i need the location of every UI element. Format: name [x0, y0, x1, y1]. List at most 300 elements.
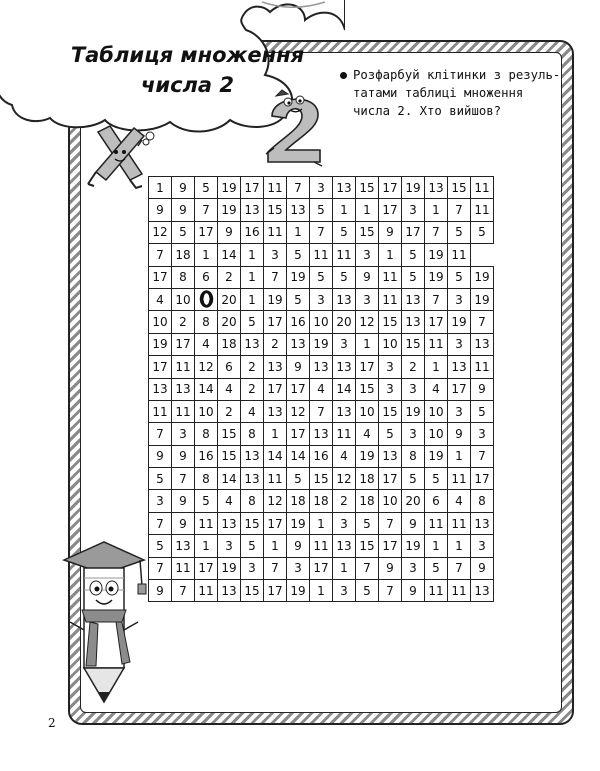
grid-cell[interactable]: 11 — [448, 512, 471, 534]
grid-cell[interactable]: 11 — [310, 244, 333, 266]
grid-cell[interactable]: 17 — [149, 266, 172, 288]
grid-cell[interactable]: 2 — [241, 378, 264, 400]
grid-cell[interactable]: 13 — [402, 311, 425, 333]
grid-cell[interactable]: 8 — [402, 445, 425, 467]
grid-cell[interactable]: 11 — [172, 356, 195, 378]
grid-cell[interactable]: 5 — [402, 244, 425, 266]
grid-cell[interactable]: 3 — [310, 288, 333, 310]
grid-cell[interactable]: 11 — [264, 177, 287, 199]
grid-cell[interactable]: 5 — [287, 244, 310, 266]
grid-cell[interactable]: 5 — [310, 266, 333, 288]
grid-cell[interactable]: 5 — [448, 266, 471, 288]
grid-cell[interactable]: 10 — [425, 400, 448, 422]
grid-cell[interactable]: 11 — [172, 400, 195, 422]
grid-cell[interactable]: 9 — [287, 356, 310, 378]
grid-cell[interactable]: 3 — [379, 356, 402, 378]
grid-cell[interactable]: 8 — [195, 468, 218, 490]
grid-cell[interactable]: 5 — [425, 468, 448, 490]
grid-cell[interactable]: 19 — [264, 288, 287, 310]
grid-cell[interactable]: 14 — [287, 445, 310, 467]
grid-cell[interactable]: 10 — [149, 311, 172, 333]
grid-cell[interactable]: 20 — [402, 490, 425, 512]
grid-cell[interactable]: 17 — [264, 512, 287, 534]
grid-cell[interactable]: 3 — [402, 557, 425, 579]
grid-cell[interactable]: 11 — [425, 333, 448, 355]
grid-cell[interactable]: 1 — [241, 266, 264, 288]
grid-cell[interactable]: 8 — [195, 311, 218, 333]
grid-cell[interactable]: 14 — [195, 378, 218, 400]
grid-cell[interactable]: 7 — [172, 580, 195, 602]
grid-row — [149, 445, 494, 467]
grid-cell[interactable]: 19 — [425, 244, 448, 266]
grid-cell[interactable]: 19 — [218, 199, 241, 221]
grid-cell[interactable]: 5 — [287, 468, 310, 490]
grid-cell[interactable]: 8 — [241, 423, 264, 445]
grid-cell[interactable]: 19 — [149, 333, 172, 355]
grid-cell[interactable]: 3 — [149, 490, 172, 512]
grid-cell[interactable]: 5 — [402, 266, 425, 288]
grid-cell[interactable]: 5 — [241, 311, 264, 333]
grid-cell[interactable]: 7 — [425, 288, 448, 310]
grid-cell[interactable]: 13 — [471, 580, 494, 602]
digit-two-character-icon — [262, 88, 332, 168]
grid-cell[interactable]: 9 — [172, 177, 195, 199]
grid-cell[interactable]: 19 — [218, 177, 241, 199]
grid-cell[interactable]: 2 — [218, 266, 241, 288]
grid-cell[interactable]: 13 — [218, 580, 241, 602]
grid-cell[interactable]: 15 — [218, 423, 241, 445]
grid-cell[interactable]: 5 — [448, 221, 471, 243]
grid-cell[interactable]: 17 — [195, 221, 218, 243]
grid-cell[interactable]: 19 — [287, 580, 310, 602]
grid-cell[interactable]: 13 — [287, 333, 310, 355]
grid-cell[interactable]: 19 — [218, 557, 241, 579]
grid-cell[interactable]: 3 — [172, 423, 195, 445]
grid-cell[interactable]: 16 — [310, 445, 333, 467]
grid-cell[interactable]: 17 — [287, 423, 310, 445]
grid-cell[interactable]: 11 — [333, 423, 356, 445]
grid-cell[interactable]: 11 — [333, 244, 356, 266]
grid-row — [149, 221, 494, 243]
grid-cell[interactable]: 9 — [172, 490, 195, 512]
grid-cell[interactable]: 11 — [149, 400, 172, 422]
grid-cell[interactable]: 3 — [333, 580, 356, 602]
grid-cell[interactable]: 4 — [149, 288, 172, 310]
grid-row — [149, 535, 494, 557]
grid-cell[interactable]: 13 — [402, 288, 425, 310]
grid-cell[interactable]: 12 — [264, 490, 287, 512]
grid-cell[interactable]: 10 — [172, 288, 195, 310]
pencil-graduate-character-icon — [60, 538, 150, 708]
grid-cell[interactable]: 3 — [356, 244, 379, 266]
grid-cell[interactable]: 9 — [149, 580, 172, 602]
grid-cell[interactable]: 7 — [287, 177, 310, 199]
grid-row — [149, 468, 494, 490]
grid-cell[interactable]: 15 — [402, 333, 425, 355]
grid-cell[interactable]: 10 — [425, 423, 448, 445]
grid-cell[interactable]: 1 — [425, 199, 448, 221]
grid-cell[interactable]: 15 — [356, 221, 379, 243]
grid-cell[interactable]: 13 — [333, 356, 356, 378]
grid-cell[interactable]: 9 — [172, 445, 195, 467]
grid-cell[interactable]: 3 — [218, 535, 241, 557]
grid-cell[interactable]: 17 — [172, 333, 195, 355]
grid-cell[interactable]: 12 — [333, 468, 356, 490]
grid-cell[interactable]: 13 — [471, 333, 494, 355]
grid-cell[interactable]: 3 — [333, 512, 356, 534]
grid-cell[interactable]: 5 — [195, 490, 218, 512]
grid-cell[interactable]: 19 — [287, 512, 310, 534]
grid-cell[interactable]: 17 — [356, 356, 379, 378]
grid-cell[interactable]: 15 — [379, 311, 402, 333]
grid-cell[interactable]: 13 — [241, 199, 264, 221]
grid-cell[interactable]: 1 — [356, 199, 379, 221]
grid-cell[interactable]: 17 — [241, 177, 264, 199]
grid-cell[interactable]: 16 — [195, 445, 218, 467]
grid-cell[interactable]: 14 — [264, 445, 287, 467]
grid-cell[interactable]: 19 — [448, 311, 471, 333]
grid-cell[interactable]: 13 — [379, 445, 402, 467]
grid-cell[interactable]: 6 — [195, 266, 218, 288]
grid-cell[interactable]: 1 — [195, 535, 218, 557]
grid-cell[interactable]: 3 — [471, 535, 494, 557]
grid-cell[interactable]: 19 — [287, 266, 310, 288]
grid-cell[interactable]: 14 — [333, 378, 356, 400]
grid-cell[interactable]: 5 — [471, 221, 494, 243]
grid-cell[interactable]: 1 — [287, 221, 310, 243]
grid-cell[interactable]: 3 — [402, 423, 425, 445]
grid-cell[interactable]: 7 — [310, 221, 333, 243]
grid-cell[interactable]: 10 — [195, 400, 218, 422]
grid-cell[interactable]: 5 — [402, 468, 425, 490]
grid-cell[interactable]: 1 — [310, 580, 333, 602]
grid-row — [149, 490, 494, 512]
grid-cell[interactable]: 17 — [310, 557, 333, 579]
grid-cell[interactable]: 5 — [471, 400, 494, 422]
grid-cell[interactable]: 17 — [379, 177, 402, 199]
grid-cell[interactable]: 5 — [241, 535, 264, 557]
grid-cell[interactable]: 18 — [310, 490, 333, 512]
grid-cell[interactable]: 7 — [471, 445, 494, 467]
grid-cell[interactable]: 9 — [402, 512, 425, 534]
grid-cell[interactable]: 9 — [172, 512, 195, 534]
grid-cell[interactable]: 11 — [264, 468, 287, 490]
grid-cell[interactable]: 13 — [310, 423, 333, 445]
grid-cell[interactable]: 7 — [149, 512, 172, 534]
grid-cell[interactable]: 13 — [471, 512, 494, 534]
grid-cell[interactable]: 11 — [310, 535, 333, 557]
grid-cell[interactable]: 17 — [448, 378, 471, 400]
grid-cell[interactable]: 3 — [471, 423, 494, 445]
grid-cell[interactable]: 5 — [333, 266, 356, 288]
grid-cell[interactable]: 11 — [471, 356, 494, 378]
grid-row — [149, 400, 494, 422]
grid-cell[interactable]: 1 — [195, 244, 218, 266]
grid-cell[interactable]: 1 — [425, 356, 448, 378]
grid-cell[interactable]: 4 — [218, 490, 241, 512]
grid-cell[interactable]: 4 — [195, 333, 218, 355]
grid-cell[interactable]: 1 — [333, 557, 356, 579]
grid-cell[interactable]: 17 — [402, 221, 425, 243]
grid-cell[interactable]: 3 — [448, 400, 471, 422]
grid-cell[interactable]: 2 — [264, 333, 287, 355]
grid-cell[interactable]: 3 — [241, 557, 264, 579]
grid-cell[interactable]: 14 — [218, 244, 241, 266]
grid-row — [149, 512, 494, 534]
grid-cell[interactable]: 15 — [218, 445, 241, 467]
grid-cell[interactable]: 1 — [264, 535, 287, 557]
grid-cell[interactable]: 11 — [471, 199, 494, 221]
task-instruction — [340, 66, 570, 120]
grid-cell[interactable]: 6 — [218, 356, 241, 378]
grid-cell[interactable]: 10 — [379, 490, 402, 512]
grid-cell[interactable]: 4 — [218, 378, 241, 400]
grid-cell[interactable]: 7 — [264, 557, 287, 579]
grid-cell[interactable]: 13 — [310, 356, 333, 378]
grid-cell[interactable]: 19 — [356, 445, 379, 467]
grid-cell[interactable]: 1 — [149, 177, 172, 199]
grid-cell[interactable]: 5 — [379, 423, 402, 445]
grid-cell[interactable]: 9 — [172, 199, 195, 221]
grid-cell[interactable]: 1 — [448, 445, 471, 467]
grid-row — [149, 311, 494, 333]
grid-cell[interactable]: 15 — [356, 535, 379, 557]
grid-cell[interactable]: 1 — [241, 288, 264, 310]
grid-cell[interactable]: 8 — [471, 490, 494, 512]
grid-cell[interactable]: 2 — [333, 490, 356, 512]
grid-cell[interactable]: 13 — [241, 468, 264, 490]
grid-cell[interactable]: 11 — [425, 580, 448, 602]
grid-cell[interactable]: 4 — [241, 400, 264, 422]
grid-cell[interactable]: 17 — [425, 311, 448, 333]
grid-cell[interactable]: 3 — [379, 378, 402, 400]
grid-cell[interactable]: 7 — [172, 468, 195, 490]
grid-cell[interactable]: 4 — [310, 378, 333, 400]
grid-cell[interactable]: 15 — [379, 400, 402, 422]
grid-cell[interactable]: 14 — [218, 468, 241, 490]
grid-cell[interactable]: 12 — [287, 400, 310, 422]
grid-cell[interactable]: 9 — [149, 199, 172, 221]
grid-cell[interactable]: 9 — [218, 221, 241, 243]
grid-cell[interactable]: 9 — [287, 535, 310, 557]
grid-cell[interactable]: 17 — [264, 580, 287, 602]
grid-cell[interactable]: 16 — [287, 311, 310, 333]
grid-cell[interactable]: 13 — [425, 177, 448, 199]
grid-cell[interactable]: 17 — [149, 356, 172, 378]
grid-cell[interactable]: 19 — [310, 333, 333, 355]
grid-row — [149, 288, 494, 310]
grid-cell[interactable]: 13 — [333, 288, 356, 310]
grid-cell[interactable]: 17 — [287, 378, 310, 400]
grid-cell[interactable]: 18 — [287, 490, 310, 512]
grid-cell[interactable]: 7 — [195, 199, 218, 221]
grid-cell[interactable]: 11 — [379, 288, 402, 310]
grid-cell[interactable]: 4 — [356, 423, 379, 445]
grid-cell[interactable]: 9 — [402, 580, 425, 602]
grid-cell[interactable]: 13 — [172, 535, 195, 557]
grid-cell[interactable]: 13 — [241, 445, 264, 467]
grid-cell[interactable]: 5 — [172, 221, 195, 243]
grid-cell[interactable]: 11 — [264, 221, 287, 243]
grid-cell[interactable]: 1 — [264, 423, 287, 445]
grid-cell[interactable]: 19 — [425, 445, 448, 467]
grid-cell[interactable]: 9 — [471, 557, 494, 579]
grid-cell[interactable]: 1 — [333, 199, 356, 221]
grid-cell[interactable]: 7 — [149, 557, 172, 579]
grid-cell[interactable]: 15 — [241, 580, 264, 602]
grid-cell[interactable]: 10 — [310, 311, 333, 333]
grid-cell[interactable]: 9 — [448, 423, 471, 445]
grid-cell[interactable]: 13 — [333, 535, 356, 557]
grid-cell[interactable]: 11 — [448, 468, 471, 490]
grid-cell[interactable]: 7 — [264, 266, 287, 288]
grid-cell[interactable]: 12 — [195, 356, 218, 378]
grid-cell[interactable]: 2 — [218, 400, 241, 422]
grid-cell[interactable]: 7 — [310, 400, 333, 422]
grid-cell[interactable]: 11 — [195, 580, 218, 602]
grid-cell[interactable]: 19 — [425, 266, 448, 288]
grid-cell[interactable]: 7 — [448, 199, 471, 221]
grid-cell[interactable]: 15 — [448, 177, 471, 199]
grid-cell[interactable]: 9 — [471, 378, 494, 400]
grid-cell[interactable]: 7 — [379, 512, 402, 534]
grid-cell[interactable]: 17 — [264, 311, 287, 333]
grid-cell[interactable]: 4 — [333, 445, 356, 467]
grid-cell[interactable]: 8 — [241, 490, 264, 512]
grid-cell[interactable]: 17 — [471, 468, 494, 490]
grid-cell[interactable]: 7 — [425, 221, 448, 243]
grid-cell[interactable]: 13 — [333, 177, 356, 199]
grid-cell[interactable]: 17 — [379, 199, 402, 221]
grid-cell[interactable]: 17 — [195, 557, 218, 579]
grid-cell[interactable]: 8 — [172, 266, 195, 288]
grid-cell[interactable]: 2 — [241, 356, 264, 378]
grid-cell[interactable]: 18 — [218, 333, 241, 355]
grid-cell[interactable]: 13 — [172, 378, 195, 400]
grid-cell[interactable]: 20 — [218, 288, 241, 310]
number-grid — [148, 176, 494, 602]
grid-cell[interactable]: 15 — [264, 199, 287, 221]
grid-cell[interactable]: 19 — [402, 535, 425, 557]
grid-cell[interactable]: 15 — [241, 512, 264, 534]
grid-cell[interactable]: 11 — [195, 512, 218, 534]
grid-cell[interactable]: 13 — [287, 199, 310, 221]
grid-cell[interactable]: 7 — [149, 244, 172, 266]
grid-cell[interactable]: 3 — [333, 333, 356, 355]
grid-cell[interactable]: 12 — [149, 221, 172, 243]
grid-cell[interactable]: 7 — [149, 423, 172, 445]
grid-cell[interactable]: 1 — [379, 244, 402, 266]
grid-cell[interactable]: 2 — [172, 311, 195, 333]
grid-cell[interactable]: 5 — [333, 221, 356, 243]
grid-cell[interactable]: 11 — [448, 244, 471, 266]
grid-cell[interactable]: 4 — [425, 378, 448, 400]
grid-cell[interactable]: 10 — [356, 400, 379, 422]
grid-cell[interactable]: 13 — [218, 512, 241, 534]
grid-cell[interactable]: 19 — [402, 177, 425, 199]
grid-cell[interactable]: 1 — [448, 535, 471, 557]
grid-cell[interactable]: 17 — [379, 535, 402, 557]
grid-cell[interactable]: 3 — [287, 557, 310, 579]
grid-cell[interactable]: 20 — [218, 311, 241, 333]
grid-cell[interactable]: 1 — [310, 512, 333, 534]
grid-cell[interactable]: 9 — [149, 445, 172, 467]
grid-cell[interactable]: 13 — [149, 378, 172, 400]
grid-cell[interactable]: 13 — [448, 356, 471, 378]
grid-cell[interactable]: 3 — [402, 378, 425, 400]
grid-cell[interactable]: 3 — [448, 288, 471, 310]
grid-cell[interactable]: 7 — [471, 311, 494, 333]
grid-cell[interactable]: 1 — [356, 333, 379, 355]
grid-cell[interactable]: 13 — [264, 400, 287, 422]
grid-cell[interactable]: 5 — [195, 177, 218, 199]
grid-cell[interactable]: 3 — [264, 244, 287, 266]
grid-cell[interactable]: 5 — [356, 580, 379, 602]
grid-cell[interactable]: 17 — [379, 468, 402, 490]
grid-cell[interactable]: 3 — [356, 288, 379, 310]
grid-cell[interactable]: 7 — [379, 580, 402, 602]
grid-cell[interactable]: 10 — [379, 333, 402, 355]
grid-cell[interactable]: 5 — [425, 557, 448, 579]
grid-cell[interactable]: 1 — [241, 244, 264, 266]
grid-cell[interactable]: 13 — [241, 333, 264, 355]
grid-cell[interactable]: 18 — [356, 468, 379, 490]
grid-cell[interactable]: 3 — [402, 199, 425, 221]
grid-cell[interactable]: 5 — [310, 199, 333, 221]
grid-cell[interactable]: 9 — [356, 266, 379, 288]
grid-cell[interactable]: 7 — [356, 557, 379, 579]
grid-cell[interactable]: 5 — [287, 288, 310, 310]
grid-cell[interactable]: 1 — [425, 535, 448, 557]
grid-cell[interactable]: 5 — [356, 512, 379, 534]
grid-row — [149, 557, 494, 579]
grid-cell[interactable]: 15 — [356, 378, 379, 400]
grid-cell[interactable]: 13 — [333, 400, 356, 422]
grid-cell[interactable]: 11 — [425, 512, 448, 534]
grid-cell[interactable]: 19 — [471, 266, 494, 288]
grid-cell[interactable]: 16 — [241, 221, 264, 243]
grid-cell[interactable]: 11 — [379, 266, 402, 288]
grid-cell[interactable]: 18 — [356, 490, 379, 512]
grid-cell[interactable]: 4 — [448, 490, 471, 512]
grid-cell[interactable]: 15 — [310, 468, 333, 490]
grid-cell[interactable]: 2 — [402, 356, 425, 378]
grid-cell[interactable]: 11 — [172, 557, 195, 579]
grid-cell[interactable]: 6 — [425, 490, 448, 512]
grid-cell[interactable]: 12 — [356, 311, 379, 333]
grid-cell[interactable]: 3 — [310, 177, 333, 199]
grid-cell[interactable]: 17 — [264, 378, 287, 400]
grid-cell[interactable]: 11 — [471, 177, 494, 199]
bullet-icon — [340, 72, 347, 79]
grid-cell[interactable]: 9 — [379, 221, 402, 243]
grid-cell[interactable]: 11 — [448, 580, 471, 602]
grid-cell[interactable]: 5 — [149, 468, 172, 490]
grid-cell[interactable]: 18 — [172, 244, 195, 266]
grid-row — [149, 580, 494, 602]
grid-cell[interactable]: 9 — [379, 557, 402, 579]
grid-cell[interactable]: 19 — [402, 400, 425, 422]
grid-cell[interactable]: 7 — [448, 557, 471, 579]
grid-cell[interactable]: 15 — [356, 177, 379, 199]
grid-cell[interactable]: 19 — [471, 288, 494, 310]
grid-cell[interactable]: 3 — [448, 333, 471, 355]
grid-cell[interactable]: 8 — [195, 423, 218, 445]
grid-cell[interactable]: 5 — [149, 535, 172, 557]
grid-cell[interactable]: 13 — [264, 356, 287, 378]
grid-cell[interactable]: 20 — [333, 311, 356, 333]
grid-cell-ink-blot[interactable] — [195, 288, 218, 310]
